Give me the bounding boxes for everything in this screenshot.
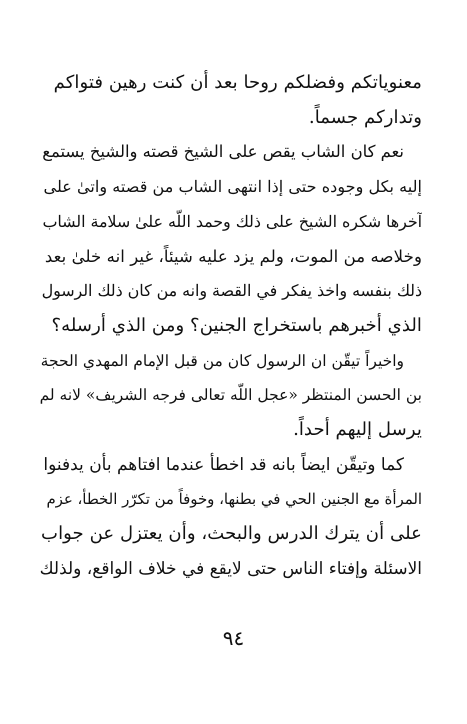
- text-line: معنوياتكم وفضلكم روحا بعد أن كنت رهين فتواكم: [53, 72, 422, 93]
- body-text: [40, 66, 422, 586]
- text-line: المرأة مع الجنين الحي في بطنها، وخوفاً من تكرّر الخطأ، عزم: [46, 490, 422, 509]
- text-line: ذلك بنفسه واخذ يفكر في القصة وانه من كان ذلك الرسول: [41, 281, 422, 301]
- text-line: آخرها شكره الشيخ على ذلك وحمد اللّه علىٰ سلامة الشاب: [42, 211, 422, 231]
- text-line: يرسل إليهم أحداً.: [293, 418, 422, 440]
- text-line: وتداركم جسماً.: [308, 106, 422, 128]
- text-line: على أن يترك الدرس والبحث، وأن يعتزل عن جواب: [40, 522, 422, 544]
- text-line: إليه بكل وجوده حتى إذا انتهى الشاب من قصته واتىٰ على: [43, 177, 422, 197]
- text-line: وخلاصه من الموت، ولم يزد عليه شيئاً، غير انه خلىٰ بعد: [44, 246, 422, 267]
- text-line: الذي أخبرهم باستخراج الجنين؟ ومن الذي أرسله؟: [51, 314, 422, 336]
- text-line: الاسئلة وإفتاء الناس حتى لايقع في خلاف الواقع، ولذلك: [40, 558, 422, 579]
- text-line: بن الحسن المنتظر «عجل اللّه تعالى فرجه الشريف» لانه لم: [40, 386, 422, 405]
- page-number: ٩٤: [222, 626, 245, 650]
- paragraph-start-line: كما وتيقّن ايضاً بانه قد اخطأ عندما افتاهم بأن يدفنوا: [43, 454, 404, 475]
- paragraph-start-line: واخيراً تيقّن ان الرسول كان من قبل الإمام المهدي الحجة: [40, 351, 404, 370]
- paragraph-start-line: نعم كان الشاب يقص على الشيخ قصته والشيخ يستمع: [42, 142, 404, 162]
